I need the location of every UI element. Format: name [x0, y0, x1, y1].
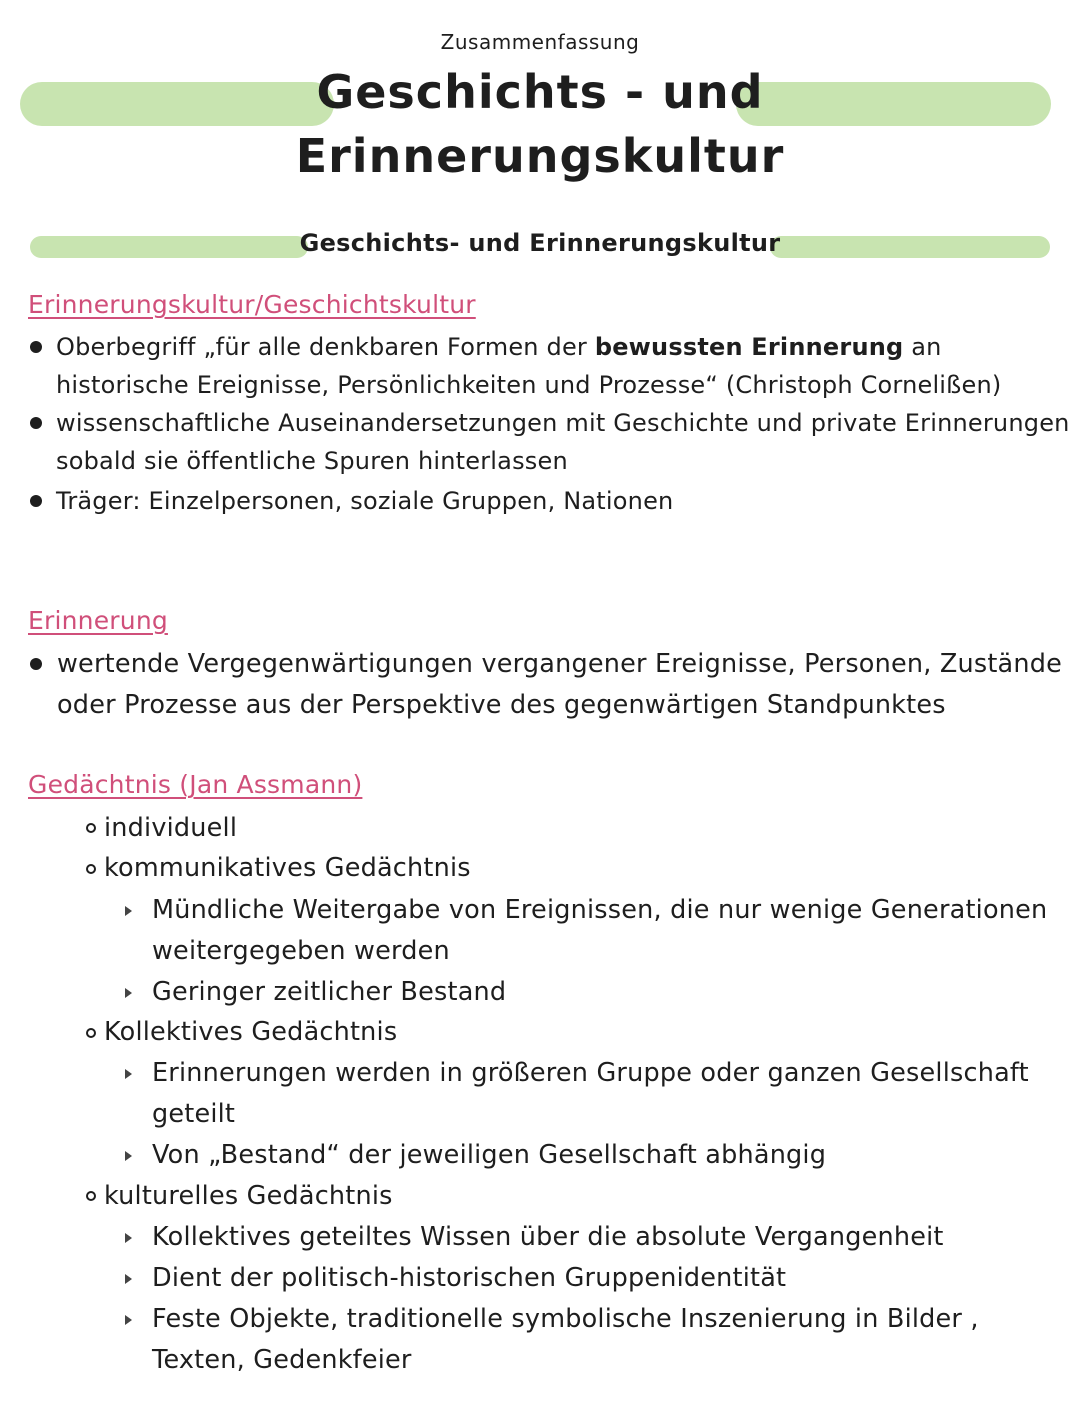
list-item: Von „Bestand“ der jeweiligen Gesellschaft abhängig [152, 1140, 827, 1170]
list-item-continuation: weitergegeben werden [152, 936, 450, 966]
heading-erinnerungskultur: Erinnerungskultur/Geschichtskultur [28, 290, 476, 319]
list-item: wertende Vergegenwärtigungen vergangener Ereignisse, Personen, Zustände [57, 649, 1063, 679]
list-item: Mündliche Weitergabe von Ereignissen, die nur wenige Generationen [152, 895, 1048, 925]
bullet-triangle [125, 1151, 132, 1161]
bullet-triangle [125, 906, 132, 916]
list-item: Oberbegriff „für alle denkbaren Formen der bewussten Erinnerung an [56, 333, 942, 361]
list-item: Träger: Einzelpersonen, soziale Gruppen, Nationen [56, 487, 674, 515]
bullet-ring [86, 823, 96, 833]
emphasis-text: bewussten Erinnerung [594, 333, 904, 361]
page-kicker: Zusammenfassung [440, 30, 640, 54]
list-item: Geringer zeitlicher Bestand [152, 977, 507, 1007]
bullet-dot [30, 341, 42, 353]
list-item: kulturelles Gedächtnis [104, 1181, 393, 1211]
section-title: Geschichts- und Erinnerungskultur [299, 229, 781, 257]
bullet-dot [30, 658, 42, 670]
list-item: Erinnerungen werden in größeren Gruppe oder ganzen Gesellschaft [152, 1058, 1029, 1088]
list-item-continuation: geteilt [152, 1099, 236, 1129]
list-item: individuell [104, 813, 238, 843]
list-item: wissenschaftliche Auseinandersetzungen mit Geschichte und private Erinnerungen [56, 409, 1070, 437]
bullet-ring [86, 1191, 96, 1201]
list-item: Kollektives geteiltes Wissen über die absolute Vergangenheit [152, 1222, 944, 1252]
bullet-ring [86, 864, 96, 874]
list-item-continuation: historische Ereignisse, Persönlichkeiten und Prozesse“ (Christoph Cornelißen) [56, 371, 1002, 399]
list-item-continuation: oder Prozesse aus der Perspektive des gegenwärtigen Standpunktes [57, 690, 946, 720]
list-item-continuation: sobald sie öffentliche Spuren hinterlassen [56, 447, 568, 475]
bullet-triangle [125, 1274, 132, 1284]
bullet-dot [30, 495, 42, 507]
heading-gedaechtnis: Gedächtnis (Jan Assmann) [28, 770, 363, 799]
list-item: Dient der politisch-historischen Gruppenidentität [152, 1263, 787, 1293]
list-item-continuation: Texten, Gedenkfeier [152, 1345, 412, 1375]
bullet-triangle [125, 988, 132, 998]
bullet-ring [86, 1028, 96, 1038]
bullet-dot [30, 417, 42, 429]
bullet-triangle [125, 1233, 132, 1243]
page-title-line1: Geschichts - und [316, 65, 764, 119]
page-title [0, 60, 1080, 188]
list-item: Feste Objekte, traditionelle symbolische Inszenierung in Bilder , [152, 1304, 979, 1334]
bullet-triangle [125, 1315, 132, 1325]
bullet-triangle [125, 1069, 132, 1079]
list-item: kommunikatives Gedächtnis [104, 853, 471, 883]
heading-erinnerung: Erinnerung [28, 606, 168, 635]
list-item: Kollektives Gedächtnis [104, 1017, 398, 1047]
page-title-line2: Erinnerungskultur [295, 129, 785, 183]
